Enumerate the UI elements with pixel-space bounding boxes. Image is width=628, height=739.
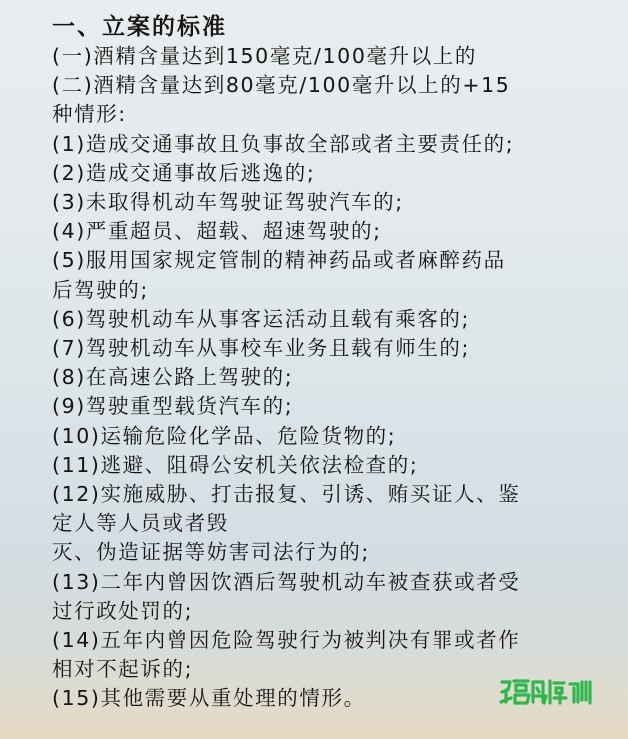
text-line: 相对不起诉的; [52, 657, 194, 682]
text-line: 后驾驶的; [52, 277, 149, 302]
text-line: (9)驾驶重型载货汽车的; [52, 394, 294, 419]
watermark-logo-icon [498, 676, 594, 706]
text-line: (11)逃避、阻碍公安机关依法检查的; [52, 452, 419, 477]
text-line: (6)驾驶机动车从事客运活动且载有乘客的; [52, 306, 471, 331]
text-line: 定人等人员或者毁 [52, 511, 229, 536]
text-line: 过行政处罚的; [52, 598, 194, 623]
text-line: (12)实施威胁、打击报复、引诱、贿买证人、鉴 [52, 482, 521, 507]
text-line: (2)造成交通事故后逃逸的; [52, 160, 316, 185]
document-body [52, 12, 612, 714]
text-line: (15)其他需要从重处理的情形。 [52, 686, 366, 711]
text-line: (10)运输危险化学品、危险货物的; [52, 423, 397, 448]
text-line: (7)驾驶机动车从事校车业务且载有师生的; [52, 336, 471, 361]
text-line: (5)服用国家规定管制的精神药品或者麻醉药品 [52, 248, 506, 273]
text-line: 灭、伪造证据等妨害司法行为的; [52, 540, 370, 565]
text-line: (二)酒精含量达到80毫克/100毫升以上的+15 [52, 73, 511, 98]
text-line: (3)未取得机动车驾驶证驾驶汽车的; [52, 190, 404, 215]
text-line: (13)二年内曾因饮酒后驾驶机动车被查获或者受 [52, 569, 521, 594]
text-line: 种情形: [52, 102, 127, 127]
text-line: (14)五年内曾因危险驾驶行为被判决有罪或者作 [52, 628, 521, 653]
text-line: (一)酒精含量达到150毫克/100毫升以上的 [52, 44, 477, 68]
text-line: (8)在高速公路上驾驶的; [52, 365, 294, 390]
text-line: (1)造成交通事故且负事故全部或者主要责任的; [52, 131, 515, 156]
section-heading: 一、立案的标准 [52, 14, 227, 40]
watermark-logo-icon [498, 676, 594, 706]
text-line: (4)严重超员、超载、超速驾驶的; [52, 219, 382, 244]
